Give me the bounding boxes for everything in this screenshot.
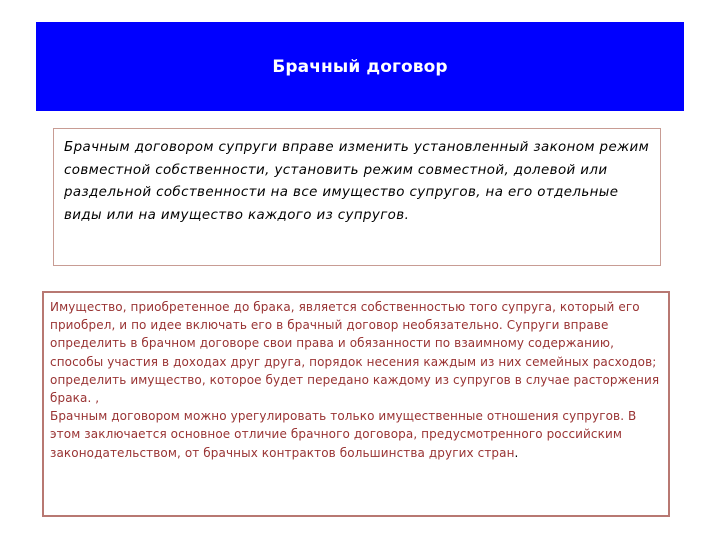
definition-box: [53, 128, 661, 266]
definition-body: Брачным договором супруги вправе изменить установленный законом режим совместной собственности, установить режим совместной, долевой или раздельной собственности на все имущество супругов, на его отдельные виды или на имущество каждого из супругов: [64, 140, 650, 223]
details-paragraph-scope: [50, 407, 662, 462]
details-scope-body: Брачным договором можно урегулировать только имущественные отношения супругов. В этом заключается основное отличие брачного договора, предусмотренного российским законодательством, от брачных контрактов большинства других стран: [50, 409, 637, 460]
definition-end: .: [404, 207, 410, 223]
slide-title: Брачный договор: [272, 56, 448, 77]
details-scope-end: .: [514, 445, 519, 460]
details-paragraph-property: Имущество, приобретенное до брака, является собственностью того супруга, который его приобрел, и по идее включать его в брачный договор необязательно. Супруги вправе определить в брачном договоре свои права и обязанности по взаимному содержанию, способы участия в доходах друг друга, порядок несения каждым из них семейных расходов; определить имущество, которое будет передано каждому из супругов в случае расторжения брака. ,: [50, 300, 660, 406]
title-banner: [36, 22, 684, 111]
definition-text: [64, 137, 650, 227]
details-box: [42, 291, 670, 517]
